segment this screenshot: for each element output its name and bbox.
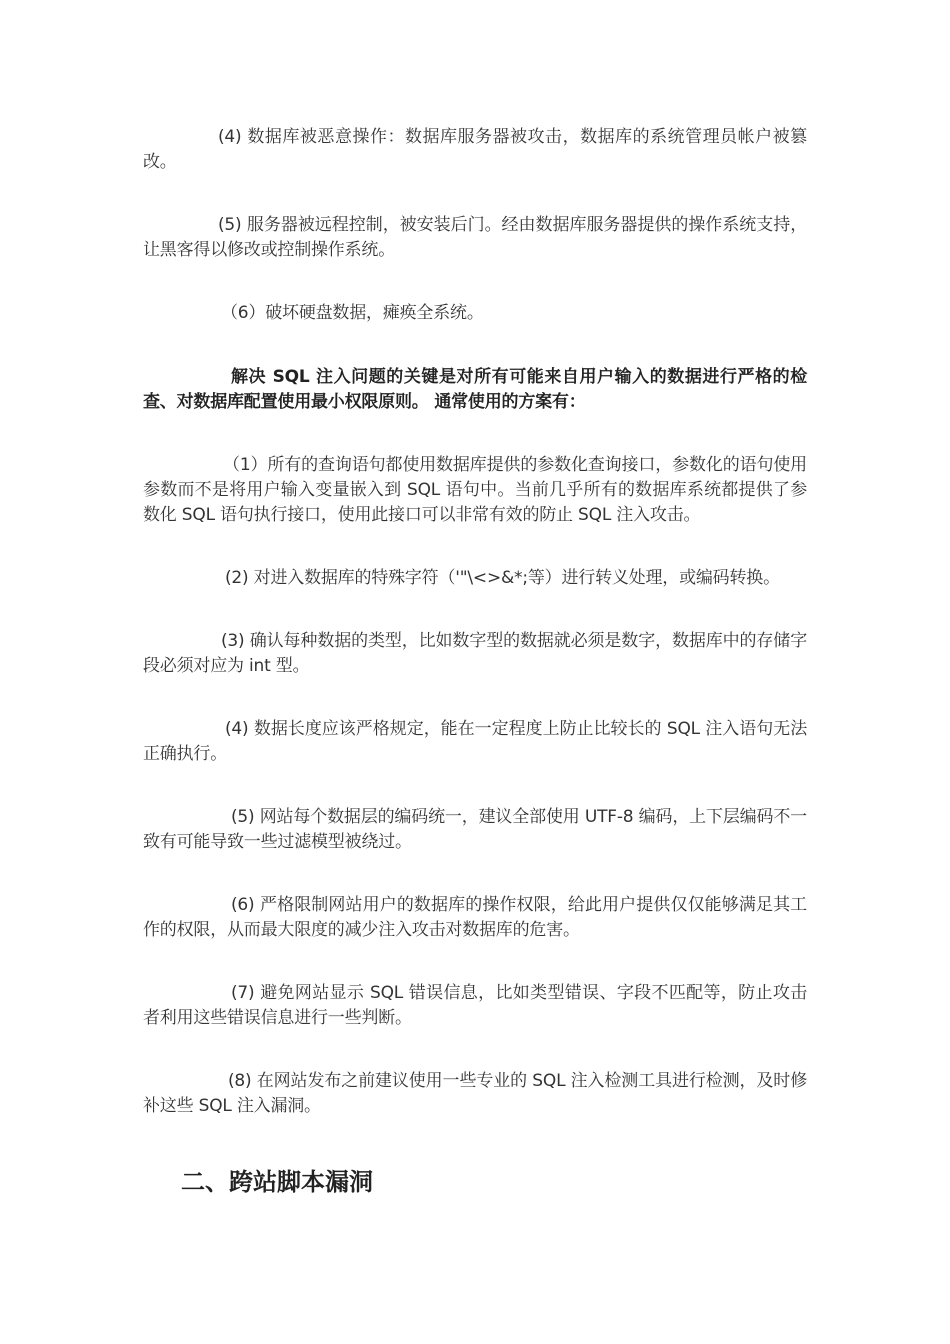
paragraph-solution-intro: 解决 SQL 注入问题的关键是对所有可能来自用户输入的数据进行严格的检查、对数据库配置使用最小权限原则。 通常使用的方案有：: [143, 367, 807, 412]
paragraph-solution-6: (6) 严格限制网站用户的数据库的操作权限，给此用户提供仅仅能够满足其工作的权限，从而最大限度的减少注入攻击对数据库的危害。: [143, 895, 807, 940]
section-heading-xss: 二、跨站脚本漏洞: [181, 1168, 373, 1196]
paragraph-solution-1: （1）所有的查询语句都使用数据库提供的参数化查询接口，参数化的语句使用参数而不是将用户输入变量嵌入到 SQL 语句中。当前几乎所有的数据库系统都提供了参数化 SQL 语句执行接口，使用此接口可以非常有效的防止 SQL 注入攻击。: [143, 455, 807, 525]
paragraph-db-malicious-operation: (4) 数据库被恶意操作：数据库服务器被攻击，数据库的系统管理员帐户被篡改。: [143, 127, 807, 172]
paragraph-disk-destruction: （6）破坏硬盘数据，瘫痪全系统。: [221, 303, 484, 323]
paragraph-solution-3: (3) 确认每种数据的类型，比如数字型的数据就必须是数字，数据库中的存储字段必须对应为 int 型。: [143, 631, 807, 676]
paragraph-solution-8: (8) 在网站发布之前建议使用一些专业的 SQL 注入检测工具进行检测，及时修补这些 SQL 注入漏洞。: [143, 1071, 807, 1116]
paragraph-server-remote-control: (5) 服务器被远程控制，被安装后门。经由数据库服务器提供的操作系统支持，让黑客得以修改或控制操作系统。: [143, 215, 807, 260]
paragraph-solution-2: (2) 对进入数据库的特殊字符（'"\<>&*;等）进行转义处理，或编码转换。: [225, 568, 780, 588]
paragraph-solution-7: (7) 避免网站显示 SQL 错误信息，比如类型错误、字段不匹配等，防止攻击者利用这些错误信息进行一些判断。: [143, 983, 807, 1028]
paragraph-solution-5: (5) 网站每个数据层的编码统一，建议全部使用 UTF-8 编码，上下层编码不一致有可能导致一些过滤模型被绕过。: [143, 807, 807, 852]
paragraph-solution-4: (4) 数据长度应该严格规定，能在一定程度上防止比较长的 SQL 注入语句无法正确执行。: [143, 719, 807, 764]
